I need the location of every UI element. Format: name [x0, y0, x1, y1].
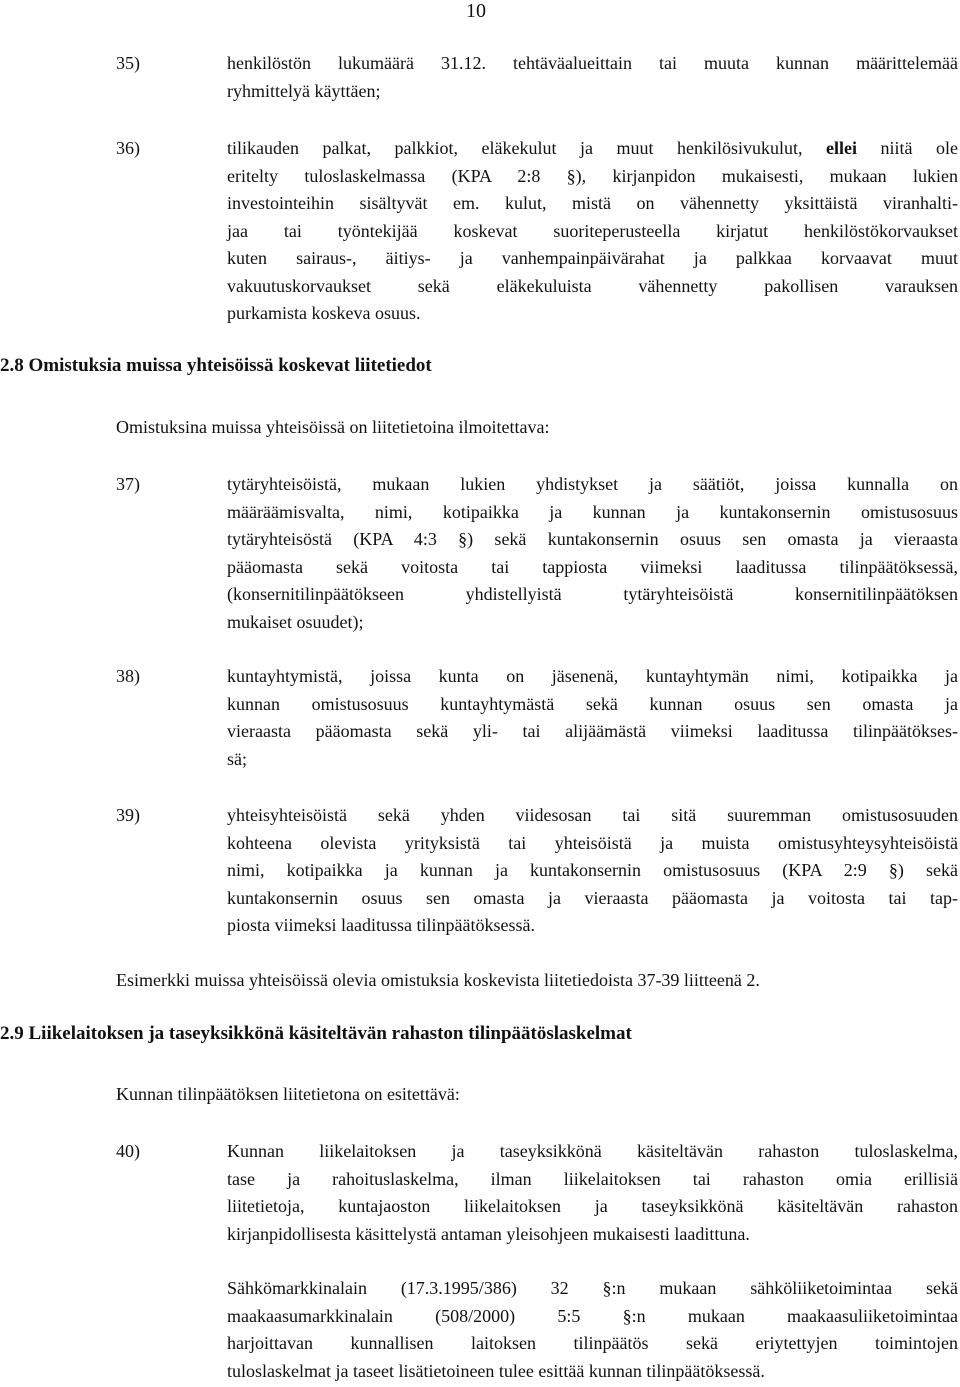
item-line: eritelty tuloslaskelmassa (KPA 2:8 §), kirjanpidon mukaisesti, mukaan lukien: [227, 165, 958, 186]
item-number: 36): [116, 138, 140, 158]
item-line: jaa tai työntekijää koskevat suoriteperusteella kirjatut henkilöstökorvaukset: [227, 220, 958, 241]
item-line: kuntakonsernin osuus sen omasta ja vieraasta pääomasta ja voitosta tai tap-: [227, 887, 958, 908]
item-line: liitetietoja, kuntajaoston liikelaitoksen ja taseyksikkönä käsiteltävän rahaston: [227, 1196, 958, 1216]
list-item-37: [116, 471, 958, 636]
item-line: [227, 135, 958, 163]
item-line: tytäryhteisöstä (KPA 4:3 §) sekä kuntakonsernin osuus sen omasta ja vieraasta: [227, 529, 958, 549]
item-line: kuten sairaus-, äitiys- ja vanhempainpäivärahat ja palkkaa korvaavat muut: [227, 248, 958, 268]
item-line: piosta viimeksi laaditussa tilinpäätöksessä.: [227, 915, 535, 935]
item-text: tilikauden palkat, palkkiot, eläkekulut ja muut henkilösivukulut,: [227, 138, 803, 158]
item-line: mukaiset osuudet);: [227, 611, 364, 632]
item-line: (konsernitilinpäätökseen yhdistellyistä tytäryhteisöistä konsernitilinpäätöksen: [227, 584, 958, 604]
section-heading-2-8: 2.8 Omistuksia muissa yhteisöissä koskevat liitetiedot: [0, 355, 432, 376]
note-line: harjoittavan kunnallisen laitoksen tilinpäätös sekä eriytettyjen toimintojen: [227, 1333, 958, 1353]
item-number: 35): [116, 53, 140, 73]
item-line: tase ja rahoituslaskelma, ilman liikelaitoksen tai rahaston omia erillisiä: [227, 1168, 958, 1189]
item-number: 39): [116, 805, 140, 825]
note-line: Sähkömarkkinalain (17.3.1995/386) 32 §:n mukaan sähköliiketoimintaa sekä: [227, 1278, 958, 1298]
item-line: purkamista koskeva osuus.: [227, 303, 421, 323]
item-emphasis: ellei: [826, 138, 857, 158]
item-number: 37): [116, 474, 140, 494]
section-intro-2-9: Kunnan tilinpäätöksen liitetietona on esitettävä:: [116, 1084, 460, 1104]
item-text: niitä ole: [880, 138, 959, 158]
item-note: [227, 1275, 958, 1385]
section-heading-2-9: 2.9 Liikelaitoksen ja taseyksikkönä käsiteltävän rahaston tilinpäätöslaskelmat: [0, 1023, 632, 1044]
page-number: 10: [466, 0, 486, 22]
list-item-36: [116, 135, 958, 328]
item-line: henkilöstön lukumäärä 31.12. tehtäväalueittain tai muuta kunnan määrittelemää: [227, 53, 958, 73]
item-line: yhteisyhteisöistä sekä yhden viidesosan tai sitä suuremman omistusosuuden: [227, 805, 958, 825]
item-line: kohteena olevista yrityksistä tai yhteisöistä ja muista omistusyhteysyhteisöistä: [227, 832, 958, 853]
item-line: vakuutuskorvaukset sekä eläkekuluista vähennetty pakollisen varauksen: [227, 275, 958, 296]
list-item-39: [116, 802, 958, 940]
item-line: pääomasta sekä voitosta tai tappiosta viimeksi laaditussa tilinpäätöksessä,: [227, 556, 958, 577]
list-item-40: [116, 1138, 958, 1385]
item-line: vieraasta pääomasta sekä yli- tai alijäämästä viimeksi laaditussa tilinpäätökses-: [227, 721, 958, 741]
item-line: määräämisvalta, nimi, kotipaikka ja kunnan ja kuntakonsernin omistusosuus: [227, 501, 958, 522]
item-number: 40): [116, 1141, 140, 1161]
item-line: kuntayhtymistä, joissa kunta on jäsenenä, kuntayhtymän nimi, kotipaikka ja: [227, 666, 958, 686]
list-item-38: [116, 663, 958, 773]
item-line: kunnan omistusosuus kuntayhtymästä sekä kunnan osuus sen omasta ja: [227, 693, 958, 714]
note-line: tuloslaskelmat ja taseet lisätietoineen tulee esittää kunnan tilinpäätöksessä.: [227, 1360, 765, 1381]
item-line: investointeihin sisältyvät em. kulut, mistä on vähennetty yksittäistä viranhalti-: [227, 193, 958, 213]
list-item-35: [116, 50, 958, 105]
item-line: tytäryhteisöistä, mukaan lukien yhdistykset ja säätiöt, joissa kunnalla on: [227, 474, 958, 494]
item-line: Kunnan liikelaitoksen ja taseyksikkönä käsiteltävän rahaston tuloslaskelma,: [227, 1141, 958, 1161]
item-number: 38): [116, 666, 140, 686]
item-line: nimi, kotipaikka ja kunnan ja kuntakonsernin omistusosuus (KPA 2:9 §) sekä: [227, 860, 958, 880]
item-line: kirjanpidollisesta käsittelystä antaman yleisohjeen mukaisesti laadittuna.: [227, 1223, 750, 1244]
item-line: sä;: [227, 748, 247, 769]
item-line: ryhmittelyä käyttäen;: [227, 80, 381, 101]
note-line: maakaasumarkkinalain (508/2000) 5:5 §:n mukaan maakaasuliiketoimintaa: [227, 1305, 958, 1326]
section-intro-2-8: Omistuksina muissa yhteisöissä on liitetietoina ilmoitettava:: [116, 417, 550, 437]
section-example-2-8: Esimerkki muissa yhteisöissä olevia omistuksia koskevista liitetiedoista 37-39 liitteenä 2.: [116, 970, 760, 990]
